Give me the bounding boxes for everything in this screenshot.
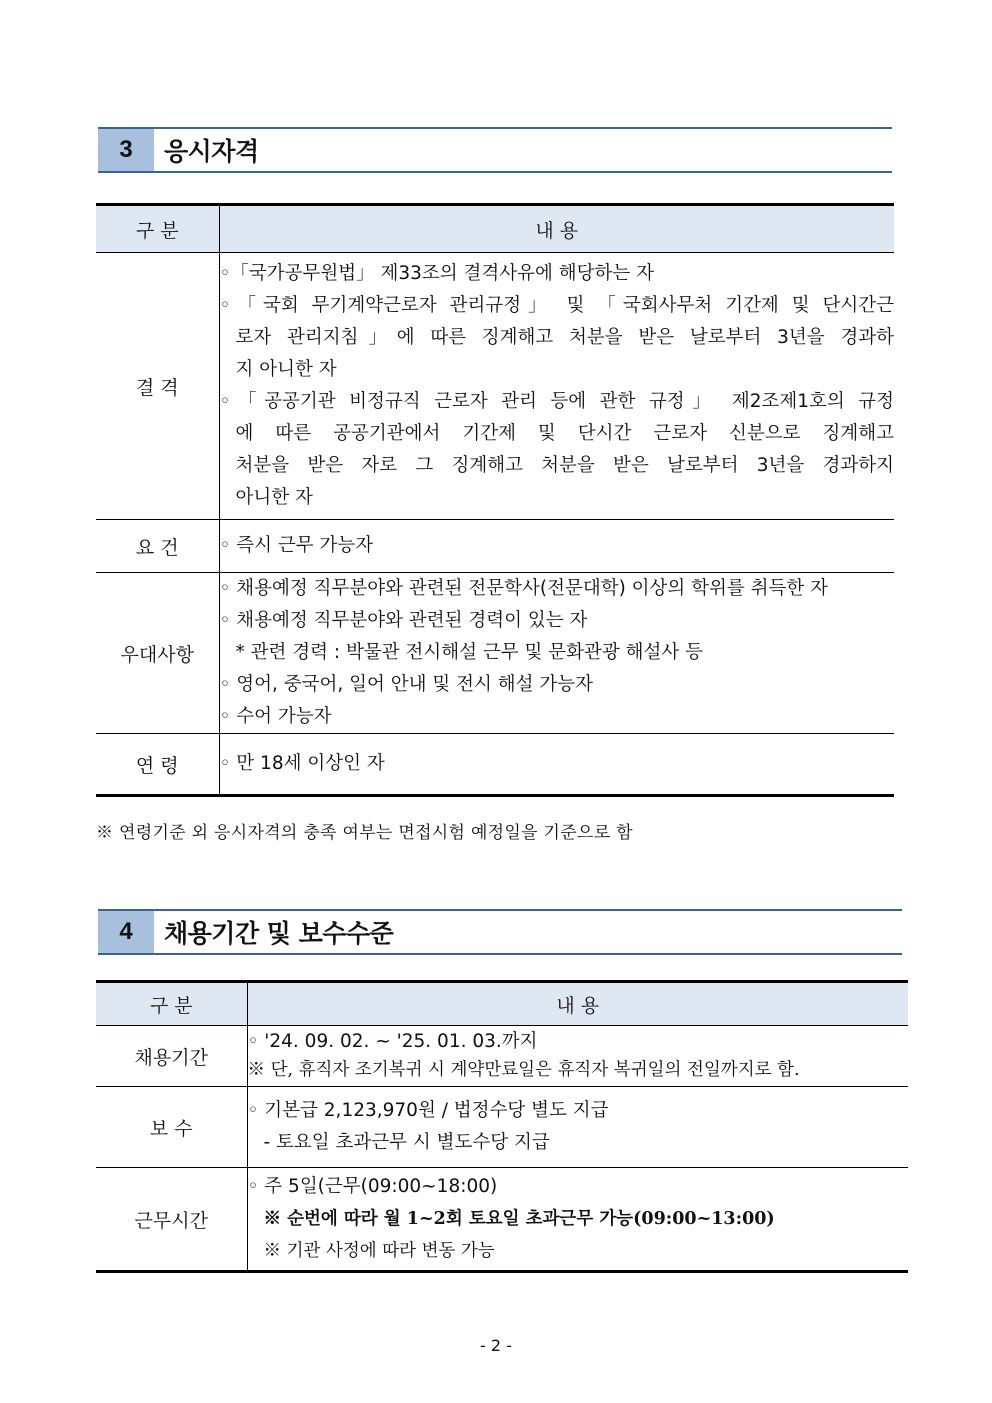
column-header-category: 구 분: [96, 205, 219, 253]
content-line: ◦ 주 5일(근무(09:00~18:00): [247, 1176, 498, 1197]
content-line: ◦ 만 18세 이상인 자: [219, 753, 385, 774]
row-content: [219, 734, 894, 796]
content-line: 처분을 받은 자로 그 징계해고 처분을 받은 날로부터 3년을 경과하지: [235, 455, 894, 476]
content-line: ◦ 수어 가능자: [219, 706, 332, 727]
content-line: 에 따른 공공기관에서 기간제 및 단시간 근로자 신분으로 징계해고: [235, 423, 894, 444]
section-4-heading: [98, 909, 902, 955]
section-title: 응시자격: [164, 137, 259, 166]
column-header-category: 구 분: [96, 982, 247, 1026]
content-line: ◦ 즉시 근무 가능자: [219, 535, 374, 556]
row-content: [247, 1026, 908, 1087]
content-line: ◦ 채용예정 직무분야와 관련된 전문학사(전문대학) 이상의 학위를 취득한 자: [219, 578, 829, 599]
content-line: 지 아니한 자: [235, 359, 337, 380]
content-line: 로자 관리지침」에 따른 징계해고 처분을 받은 날로부터 3년을 경과하: [235, 327, 894, 348]
table-header-row: [96, 982, 908, 1026]
content-line: ◦ 채용예정 직무분야와 관련된 경력이 있는 자: [219, 610, 588, 631]
row-label: 연 령: [96, 734, 219, 796]
section-3-heading: [98, 127, 892, 173]
eligibility-table: [96, 203, 894, 797]
row-content: [219, 253, 894, 520]
row-label: 요 건: [96, 520, 219, 573]
row-content: [219, 573, 894, 734]
content-line: ※ 순번에 따라 월 1~2회 토요일 초과근무 가능(09:00~13:00): [263, 1209, 775, 1229]
content-line: ◦「국가공무원법」 제33조의 결격사유에 해당하는 자: [219, 263, 655, 284]
row-content: [247, 1168, 908, 1272]
content-line: - 토요일 초과근무 시 별도수당 지급: [263, 1132, 550, 1153]
content-line: ◦ 기본급 2,123,970원 / 법정수당 별도 지급: [247, 1100, 609, 1121]
table-row-requirement: [96, 520, 894, 573]
content-line: ◦ '24. 09. 02. ~ '25. 01. 03.까지: [247, 1031, 538, 1052]
content-line: ◦「공공기관 비정규직 근로자 관리 등에 관한 규정」 제2조제1호의 규정: [219, 391, 894, 412]
column-header-content: 내 용: [247, 982, 908, 1026]
table-row-working-hours: [96, 1168, 908, 1272]
row-label: 우대사항: [96, 573, 219, 734]
row-label: 결 격: [96, 253, 219, 520]
eligibility-note: ※ 연령기준 외 응시자격의 충족 여부는 면접시험 예정일을 기준으로 함: [96, 823, 633, 843]
section-number: 3: [98, 129, 154, 171]
row-label: 보 수: [96, 1087, 247, 1168]
content-line: ※ 단, 휴직자 조기복귀 시 계약만료일은 휴직자 복귀일의 전일까지로 함.: [247, 1060, 800, 1080]
section-title: 채용기간 및 보수수준: [164, 919, 394, 948]
table-row-age: [96, 734, 894, 796]
table-row-salary: [96, 1087, 908, 1168]
row-label: 근무시간: [96, 1168, 247, 1272]
column-header-content: 내 용: [219, 205, 894, 253]
content-line: ◦ 영어, 중국어, 일어 안내 및 전시 해설 가능자: [219, 674, 594, 695]
section-number: 4: [98, 911, 154, 953]
table-row-period: [96, 1026, 908, 1087]
content-line: * 관련 경력 : 박물관 전시해설 근무 및 문화관광 해설사 등: [235, 642, 703, 663]
employment-terms-table: [96, 980, 908, 1273]
row-content: [219, 520, 894, 573]
table-row-disqualification: [96, 253, 894, 520]
content-line: ◦「국회 무기계약근로자 관리규정」 및 「국회사무처 기간제 및 단시간근: [219, 295, 894, 316]
row-content: [247, 1087, 908, 1168]
row-label: 채용기간: [96, 1026, 247, 1087]
table-header-row: [96, 205, 894, 253]
content-line: ※ 기관 사정에 따라 변동 가능: [263, 1241, 495, 1261]
content-line: 아니한 자: [235, 487, 313, 508]
page-number: - 2 -: [480, 1336, 512, 1355]
table-row-preference: [96, 573, 894, 734]
